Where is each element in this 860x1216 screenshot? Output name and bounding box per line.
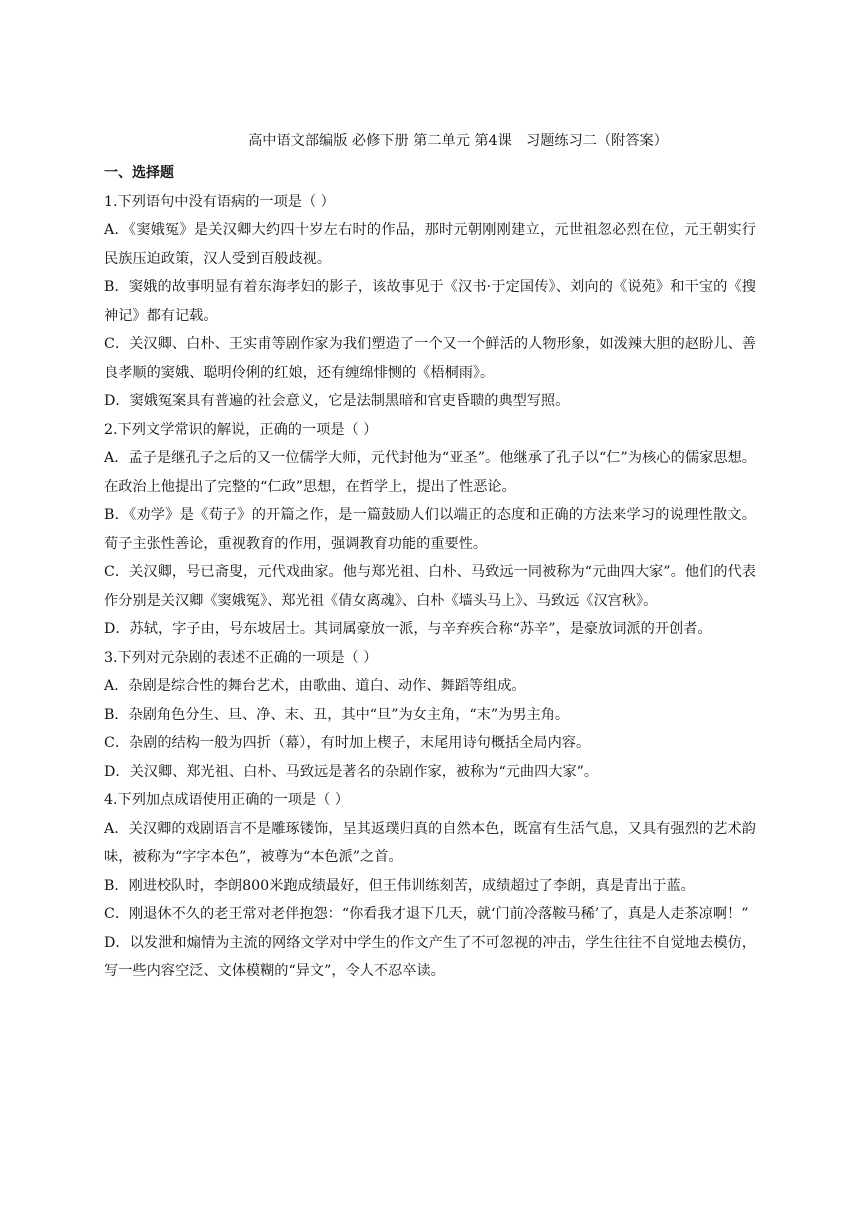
question-stem: 1.下列语句中没有语病的一项是（ ） bbox=[104, 193, 335, 210]
option-c: C．刚退休不久的老王常对老伴抱怨：“你看我才退下几天，就‘门前冷落鞍马稀’了，真是人走茶凉啊！” bbox=[104, 906, 749, 922]
question-stem: 2.下列文学常识的解说，正确的一项是（ ） bbox=[104, 421, 378, 438]
option-a: A．《窦娥冤》是关汉卿大约四十岁左右时的作品，那时元朝刚刚建立，元世祖忽必烈在位，元王朝实行民族压迫政策，汉人受到百般歧视。 bbox=[104, 222, 756, 267]
option-b: B．杂剧角色分生、旦、净、末、丑，其中“旦”为女主角，“末”为男主角。 bbox=[104, 706, 570, 723]
option-c: C．关汉卿、白朴、王实甫等剧作家为我们塑造了一个又一个鲜活的人物形象，如泼辣大胆的赵盼儿、善良孝顺的窦娥、聪明伶俐的红娘，还有缠绵悱恻的《梧桐雨》。 bbox=[104, 336, 756, 381]
question-4 bbox=[104, 786, 756, 986]
question-stem: 3.下列对元杂剧的表述不正确的一项是（ ） bbox=[104, 649, 378, 666]
option-d: D．以发泄和煽情为主流的网络文学对中学生的作文产生了不可忽视的冲击，学生往往不自觉地去模仿，写一些内容空泛、文体模糊的“异文”，令人不忍卒读。 bbox=[104, 934, 756, 979]
option-a: A．杂剧是综合性的舞台艺术，由歌曲、道白、动作、舞蹈等组成。 bbox=[104, 678, 526, 694]
option-c: C．杂剧的结构一般为四折（幕），有时加上楔子，末尾用诗句概括全局内容。 bbox=[104, 735, 591, 751]
document-body bbox=[104, 159, 756, 986]
option-d: D．窦娥冤案具有普遍的社会意义，它是法制黑暗和官吏昏聩的典型写照。 bbox=[104, 393, 570, 409]
question-1 bbox=[104, 188, 756, 416]
document-title: 高中语文部编版 必修下册 第二单元 第4课 习题练习二（附答案） bbox=[248, 133, 668, 149]
option-b: B．刚进校队时，李朗800米跑成绩最好，但王伟训练刻苦，成绩超过了李朗，真是青出于蓝。 bbox=[104, 877, 695, 894]
option-a: A．孟子是继孔子之后的又一位儒学大师，元代封他为“亚圣”。他继承了孔子以“仁”为核心的儒家思想。在政治上他提出了完整的“仁政”思想，在哲学上，提出了性恶论。 bbox=[104, 450, 756, 495]
question-2 bbox=[104, 416, 756, 644]
option-c: C．关汉卿，号已斋叟，元代戏曲家。他与郑光祖、白朴、马致远一同被称为“元曲四大家”。他们的代表作分别是关汉卿《窦娥冤》、郑光祖《倩女离魂》、白朴《墙头马上》、马致远《汉宫秋》。 bbox=[104, 564, 756, 609]
question-3 bbox=[104, 644, 756, 787]
question-stem: 4.下列加点成语使用正确的一项是（ ） bbox=[104, 792, 350, 808]
option-b: B．《劝学》是《荀子》的开篇之作，是一篇鼓励人们以端正的态度和正确的方法来学习的说理性散文。荀子主张性善论，重视教育的作用，强调教育功能的重要性。 bbox=[104, 507, 756, 552]
option-a: A．关汉卿的戏剧语言不是雕琢镂饰，呈其返璞归真的自然本色，既富有生活气息，又具有强烈的艺术韵味，被称为“字字本色”，被尊为“本色派”之首。 bbox=[104, 820, 756, 865]
option-d: D．苏轼，字子由，号东坡居士。其词属豪放一派，与辛弃疾合称“苏辛”，是豪放词派的开创者。 bbox=[104, 621, 712, 637]
section-heading: 一、选择题 bbox=[104, 165, 174, 181]
option-b: B．窦娥的故事明显有着东海孝妇的影子，该故事见于《汉书·于定国传》、刘向的《说苑》和干宝的《搜神记》都有记载。 bbox=[104, 279, 756, 324]
option-d: D．关汉卿、郑光祖、白朴、马致远是著名的杂剧作家，被称为“元曲四大家”。 bbox=[104, 763, 599, 780]
